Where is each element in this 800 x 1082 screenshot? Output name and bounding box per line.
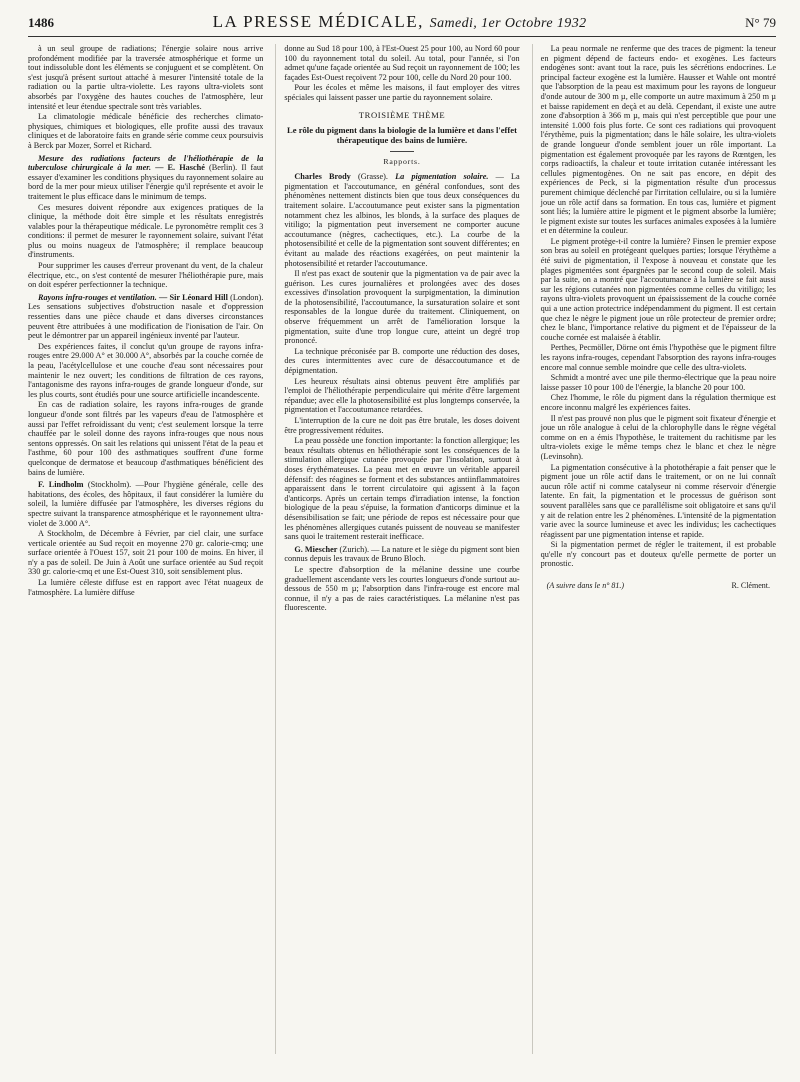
article-paragraph: [28, 154, 263, 202]
continued-note: (A suivre dans le n° 81.): [546, 581, 625, 591]
article-author: G. Miescher: [294, 544, 338, 554]
column-1: [28, 44, 263, 1054]
theme-heading: [284, 111, 519, 167]
paragraph: Des expériences faites, il conclut qu'un groupe de rayons infra-rouges entre 29.000 A° et 30.000 A°, absorbés par la couche cornée de la peau, l'acétylcellulose et une couche d'eau sont nécessaires pour maintenir le nez ouvert; les conditions de filtration de ces rayons, l'antagonisme des rayons infra-rouges de grande longueur d'onde, sur les plus courts, sont étudiés pour une source artificielle incandescente.: [28, 341, 264, 399]
article-paragraph: [28, 293, 263, 341]
paragraph: Si la pigmentation permet de régler le traitement, il est probable qu'elle n'y concourt pas et douteux qu'elle permette de porter un pronostic.: [540, 540, 776, 569]
paragraph: Pour les écoles et même les maisons, il faut employer des vitres spéciales qui laissent passer une partie du rayonnement solaire.: [284, 83, 520, 102]
column-3: [532, 44, 776, 1054]
article-text: (Zurich). — La nature et le siège du pigment sont bien connus depuis les travaux de Bruno Bloch.: [284, 544, 520, 564]
divider-rule: [390, 151, 414, 152]
article-author: — Sir Léonard Hill: [159, 292, 228, 302]
paragraph: Les heureux résultats ainsi obtenus peuvent être amplifiés par l'emploi de l'héliothérapie perpendiculaire qui mérite d'être largement répandue; avec elle la photosensibilité est plus longtemps conservée, la pigmentation et l'accoutumance retardées.: [284, 376, 520, 415]
paragraph: Schmidt a montré avec une pile thermo-électrique que la peau noire laisse passer 10 pour 100 de l'énergie, la blanche 20 pour 100.: [540, 373, 776, 392]
article-text: (Stockholm). —Pour l'hygiène générale, celle des habitations, des écoles, des hôpitaux, il faut considérer la lumière du soleil, la lumière diffusée par l'atmosphère, les diverses régions du spectre suivant la transparence atmosphérique et le rayonnement ultra-violet de 3.000 A°.: [28, 480, 264, 528]
article-author: — E. Hasché: [155, 163, 205, 173]
article-text: — La pigmentation et l'accoutumance, en général confondues, sont des phénomènes nettement distincts bien que tous deux conséquences du traitement solaire. L'accoutumance peut exister sans la pigmentation notamment chez les albinos, les blonds, à la surface des plaques de vitiligo; la pigmentation peut inversement ne comporter aucune accoutumance (nègres, cachectiques, etc.). La courbe de la photosensibilité et celle de la pigmentation sont souvent différentes; en évitant au malade des réactions exagérées, on peut maintenir la photosensibilité et retarder l'accoutumance.: [284, 172, 520, 268]
journal-name: LA PRESSE MÉDICALE,: [212, 12, 424, 31]
text-columns: [28, 44, 776, 1054]
paragraph: Pour supprimer les causes d'erreur provenant du vent, de la chaleur électrique, etc., on s'est contenté de mesurer l'héliothérapie pure, mais on doit espérer perfectionner la technique.: [28, 261, 264, 290]
paragraph: En cas de radiation solaire, les rayons infra-rouges de grande longueur d'onde sont filtrés par les vapeurs d'eau de l'atmosphère et aussi par l'effet refroidissant du vent; c'est seulement lorsque la terre chauffée par le soleil donne des rayons infra-rouges que nous nous sentons oppressés. On sait les relations qui unissent l'état de la peau et l'asthme, 60 pour 100 des asthmatiques souffrent d'une forme quelconque de dermatose et beaucoup d'asthmatiques bénéficient des bains de lumière.: [28, 400, 264, 477]
article-footer: [541, 581, 776, 591]
paragraph: Le pigment protège-t-il contre la lumière? Finsen le premier expose son bras au soleil en protégeant quelques parties; lorsque l'érythème a été suivi de pigmentation, il l'expose à nouveau et constate que les plages pigmentées sont épargnées par le second coup de soleil. Mais par la suite, on a montré que l'accoutumance à la lumière se fait aussi sur les régions cutanées non pigmentées comme celles du vitiligo; les rayons ultra-violets provoquent un épaississement de la couche cornée qui a une action protectrice indépendamment du pigment. Il est certain que chez le nègre le pigment joue un rôle protecteur de premier ordre; chez le blanc, l'importance relative du pigment et de l'épaisseur de la couche cornée est malaisée à établir.: [540, 236, 776, 342]
reports-label: Rapports.: [383, 156, 421, 166]
column-2: [275, 44, 519, 1054]
article-paragraph: [28, 480, 263, 528]
article-paragraph: [284, 545, 519, 564]
article-text: (London). Les sensations subjectives d'obstruction nasale et d'oppression ressenties dans une pièce chaude et dans diverses circonstances peuvent être attribuées à une modification de l'ionisation de l'air. On peut le démontrer par un appareil ingénieux inventé par l'auteur.: [28, 292, 264, 341]
paragraph: La climatologie médicale bénéficie des recherches climato-physiques, chimiques et biologiques, elle profite aussi des travaux cliniques et de laboratoire faits en grande série comme ceux poursuivis à Berck par Mozer, Sorrel et Richard.: [28, 112, 264, 150]
paragraph: Ces mesures doivent répondre aux exigences pratiques de la clinique, la méthode doit être simple et les résultats enregistrés valables pour la thérapeutique médicale. Le pyronomètre remplit ces 3 conditions: il permet de mesurer le rayonnement solaire, suivant l'état plus ou moins nuageux de l'atmosphère; il remplace beaucoup d'instruments.: [28, 202, 264, 260]
paragraph: La peau normale ne renferme que des traces de pigment: la teneur en pigment dépend de facteurs endo- et exogènes. Les facteurs endogènes sont: avant tout la race, puis les sécrétions endocrines. Le principal facteur exogène est la lumière. Hausser et Wahle ont montré que l'absorption de la peau est maximum pour les rayons de longueur d'onde autour de 300 m µ, elle comporte un autre maximum à 250 m µ et baisse rapidement en deçà et au delà. Cependant, il existe une autre zone d'absorption à 366 m µ, mais qui n'est perceptible que pour une intensité 1.000 fois plus forte. Ce sont ces radiations qui provoquent l'érythème, puis la pigmentation; dans le hâle solaire, les ultra-violets de grande longueur d'onde semblent jouer un rôle important. La pigmentation est également provoquée par les rayons de Rœntgen, les corps radioactifs, la chaleur et toute irritation cutanée intéressant les cellules pigmentogènes. On ne sait pas encore, en dépit des expériences de Peck, si la pigmentation résulte d'un processus purement chimique déclenché par l'irritation cellulaire, ou si la lumière joue un rôle actif dans sa formation. En tous cas, lumière et pigment sont liés; la lumière attire le pigment et le pigment absorbe la lumière; le pigment existe sur toutes les surfaces animales exposées à la lumière et en détermine la couleur.: [540, 44, 776, 236]
paragraph: La pigmentation consécutive à la photothérapie a fait penser que le pigment joue un rôle actif dans le traitement, or on ne lui connaît aucun rôle actif ni comme catalyseur ni comme réservoir d'énergie latente. En fait, la pigmentation et le processus de guérison sont souvent parallèles sans que ce parallélisme soit obligatoire et sans qu'il y ait de relation entre les 2 phénomènes. L'intensité de la pigmentation varie avec la source lumineuse et avec les individus; les cachectiques réagissent par une pigmentation intense et rapide.: [540, 462, 776, 539]
issue-date: Samedi, 1er Octobre 1932: [429, 16, 587, 31]
theme-title: Le rôle du pigment dans la biologie de la lumière et dans l'effet thérapeutique des bains de lumière.: [287, 125, 517, 146]
paragraph: La peau possède une fonction importante: la fonction allergique; les beaux résultats obtenus en héliothérapie sont les conséquences de la stimulation allergique cutanée provoquée par l'insolation, surtout à doses érythémateuses. La peau met en œuvre un véritable appareil défensif: des réagines se forment et des substances antiinflammatoires apparaissent dans le torrent circulatoire qui agissent à la façon d'anticorps. Après un certain temps d'irradiation intense, la fonction biologique de la peau s'épuise, la formation d'anticorps diminue et la désensibilisation se fait; une période de repos est nécessaire pour que les phénomènes allergiques cutanés puissent de nouveau se manifester sans quoi le traitement resterait inefficace.: [284, 436, 520, 542]
article-author: F. Lindholm: [38, 480, 84, 490]
paragraph: La technique préconisée par B. comporte une réduction des doses, des cures intermittentes avec cure de désaccoutumance et de dépigmentation.: [284, 346, 520, 376]
page-number: 1486: [28, 15, 54, 30]
article-place: (Grasse).: [357, 172, 388, 182]
paragraph: Il n'est pas exact de soutenir que la pigmentation va de pair avec la guérison. Les cures journalières et prolongées avec des doses excessives d'insolation provoquent la surpigmentation, la diminution de la photosensibilité, l'accoutumance, la sursaturation solaire et sont responsables de la longue durée du traitement. Cliniquement, on observe fréquemment un arrêt de l'amélioration lorsque la pigmentation, suite d'une trop longue cure, atteint un degré trop prononcé.: [284, 269, 520, 346]
paragraph: L'interruption de la cure ne doit pas être brutale, les doses doivent être progressivement réduites.: [284, 416, 520, 435]
article-title: La pigmentation solaire.: [395, 172, 489, 182]
theme-label: TROISIÈME THÈME: [358, 109, 446, 120]
issue-number: N° 79: [745, 15, 776, 30]
article-text: (Berlin). Il faut essayer d'examiner les conditions physiques du rayonnement solaire au bord de la mer pour mieux utiliser l'énergie qu'il représente et avoir le traitement le plus efficace dans le minimum de temps.: [28, 163, 264, 201]
author-signature: R. Clément.: [731, 581, 770, 591]
paragraph: donne au Sud 18 pour 100, à l'Est-Ouest 25 pour 100, au Nord 60 pour 100 du rayonnement total du soleil. Au total, pour l'année, si l'on admet qu'une façade orientée au Sud reçoit un rayonnement de 100; les façades Est-Ouest reçoivent 72 pour 100, celle du Nord 20 pour 100.: [284, 44, 520, 82]
paragraph: A Stockholm, de Décembre à Février, par ciel clair, une surface verticale orientée au Sud reçoit en moyenne 270 gr. calorie-cmq; une surface orientée à l'Ouest 157, soit 21 pour 100 de moins. En hiver, il n'y a pas de soleil. De Juin à Août une surface orientée au Sud reçoit 330 gr. calorie-cmq et une Est-Ouest 310, soit sensiblement plus.: [28, 529, 264, 577]
paragraph: Chez l'homme, le rôle du pigment dans la régulation thermique est encore inconnu malgré les expériences faites.: [540, 393, 776, 412]
paragraph: Le spectre d'absorption de la mélanine dessine une courbe graduellement ascendante vers les courtes longueurs d'onde surtout au-dessous de 550 m µ; l'absorption dans l'infra-rouge est encore mal connue, il n'y a pas de raies caractéristiques. La mélanine n'est pas fluorescente.: [284, 564, 520, 613]
journal-title: [213, 12, 587, 32]
article-title: Mesure des radiations facteurs de l'héliothérapie de la tuberculose chirurgicale à la mer.: [28, 153, 264, 173]
paragraph: Perthes, Pecmöller, Dörne ont émis l'hypothèse que le pigment filtre les rayons infra-rouges, cependant l'absorption des rayons infra-rouges encore mal connue semble moindre que celle des ultra-violets.: [540, 343, 776, 372]
article-paragraph: [284, 172, 519, 268]
paragraph: à un seul groupe de radiations; l'énergie solaire nous arrive profondément modifiée par la traversée atmosphérique et forme un tout indissoluble dont les éléments se conjuguent et se complètent. On s'est jusqu'à présent surtout attaché à mesurer l'intensité totale de la radiation ou la partie ultra-violette. Les rayons ultra-violets sont absorbés par l'oxygène des hautes couches de l'atmosphère, leur intensité et leur étendue spectrale sont très variables.: [28, 44, 264, 111]
article-author: Charles Brody: [294, 172, 351, 182]
page-header: [28, 12, 776, 37]
paragraph: Il n'est pas prouvé non plus que le pigment soit fixateur d'énergie et joue un rôle analogue à celui de la chlorophylle dans le règne végétal comme on en a émis l'hypothèse, le traitement du rachitisme par les ultra-violets exige le même temps chez le blanc et chez le nègre (Levinsohn).: [540, 413, 776, 461]
article-title: Rayons infra-rouges et ventilation.: [38, 292, 157, 302]
paragraph: La lumière céleste diffuse est en rapport avec l'état nuageux de l'atmosphère. La lumière diffuse: [28, 578, 264, 597]
